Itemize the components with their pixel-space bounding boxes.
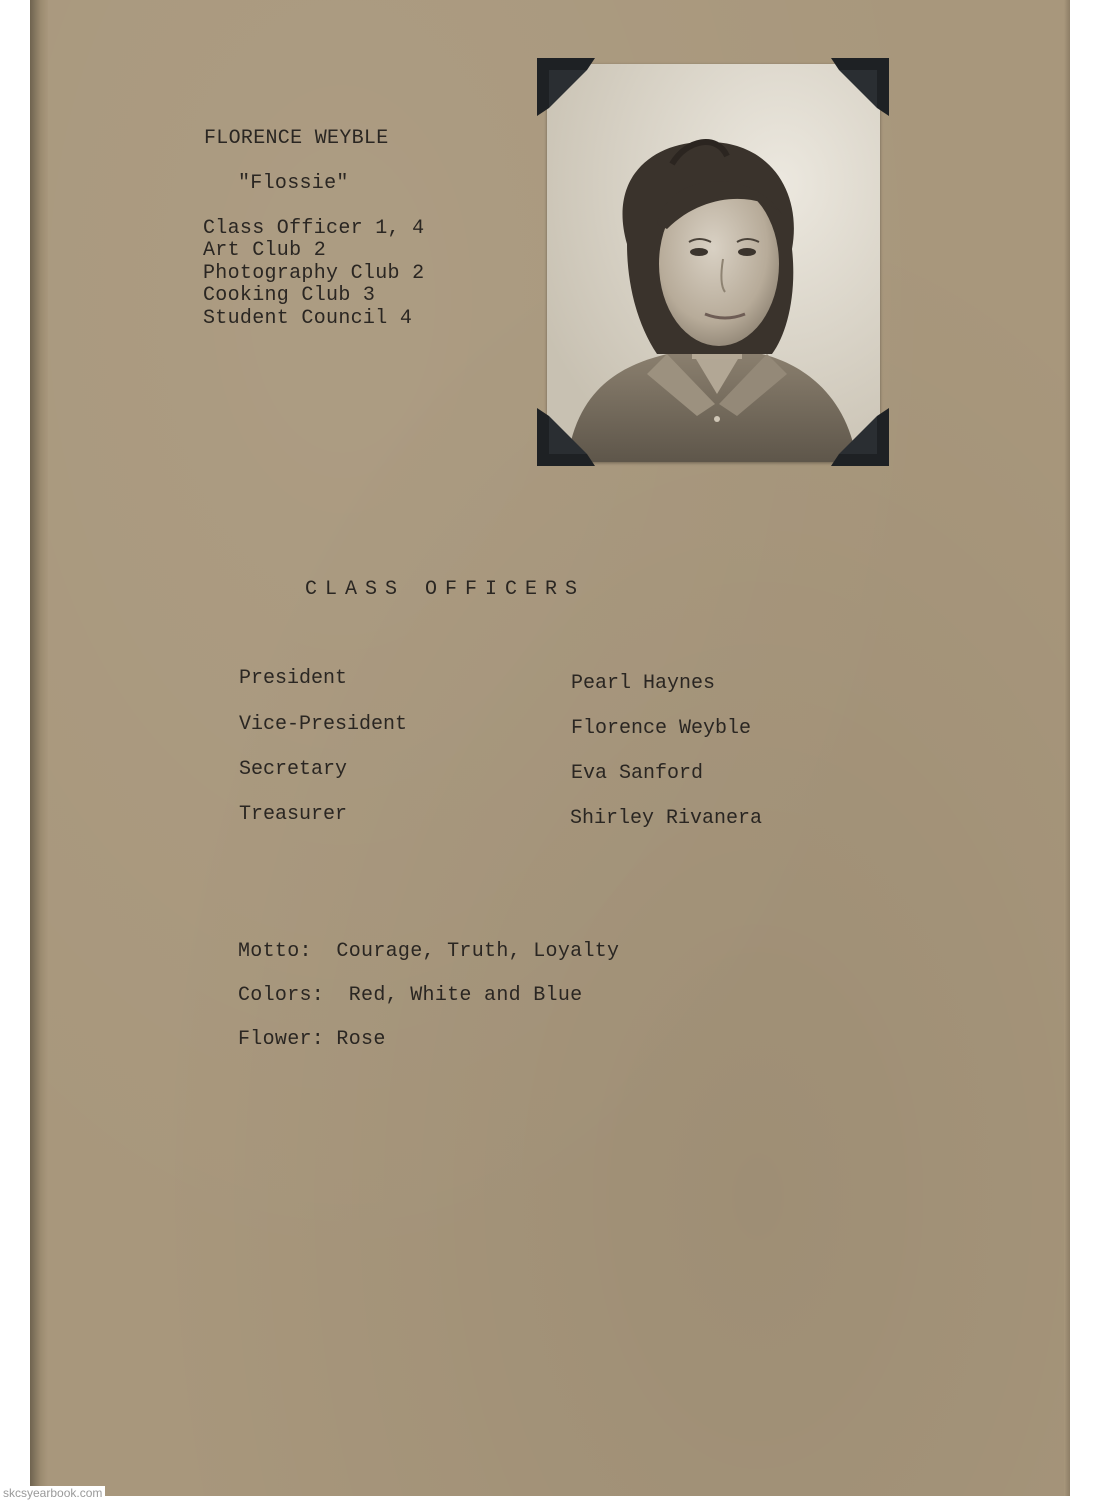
portrait-photo [547,64,880,462]
site-watermark: skcsyearbook.com [0,1486,105,1500]
activity-item: Class Officer 1, 4 [203,217,425,240]
activity-item: Photography Club 2 [203,262,425,285]
photo-corner-icon [831,58,889,116]
officer-name: Shirley Rivanera [570,807,763,830]
class-officers-heading: CLASS OFFICERS [305,578,586,601]
photo-corner-icon [537,58,595,116]
activity-item: Cooking Club 3 [203,284,376,307]
class-flower: Flower: Rose [238,1028,386,1051]
activity-item: Art Club 2 [203,239,327,262]
student-name: FLORENCE WEYBLE [204,127,389,150]
class-motto: Motto: Courage, Truth, Loyalty [238,940,620,963]
officer-name: Florence Weyble [571,717,752,740]
page-right-edge [1064,0,1070,1496]
student-nickname: "Flossie" [238,172,349,195]
photo-corner-icon [831,408,889,466]
portrait-photo-mount [537,58,889,466]
officer-role: Treasurer [239,803,348,826]
portrait-image [547,64,880,462]
officer-name: Pearl Haynes [571,672,716,695]
page-binding-shadow [30,0,48,1496]
activity-item: Student Council 4 [203,307,413,330]
officer-role: President [239,667,348,690]
class-colors: Colors: Red, White and Blue [238,984,583,1007]
officer-role: Vice-President [239,713,408,736]
officer-name: Eva Sanford [571,762,704,785]
officer-role: Secretary [239,758,348,781]
photo-corner-icon [537,408,595,466]
